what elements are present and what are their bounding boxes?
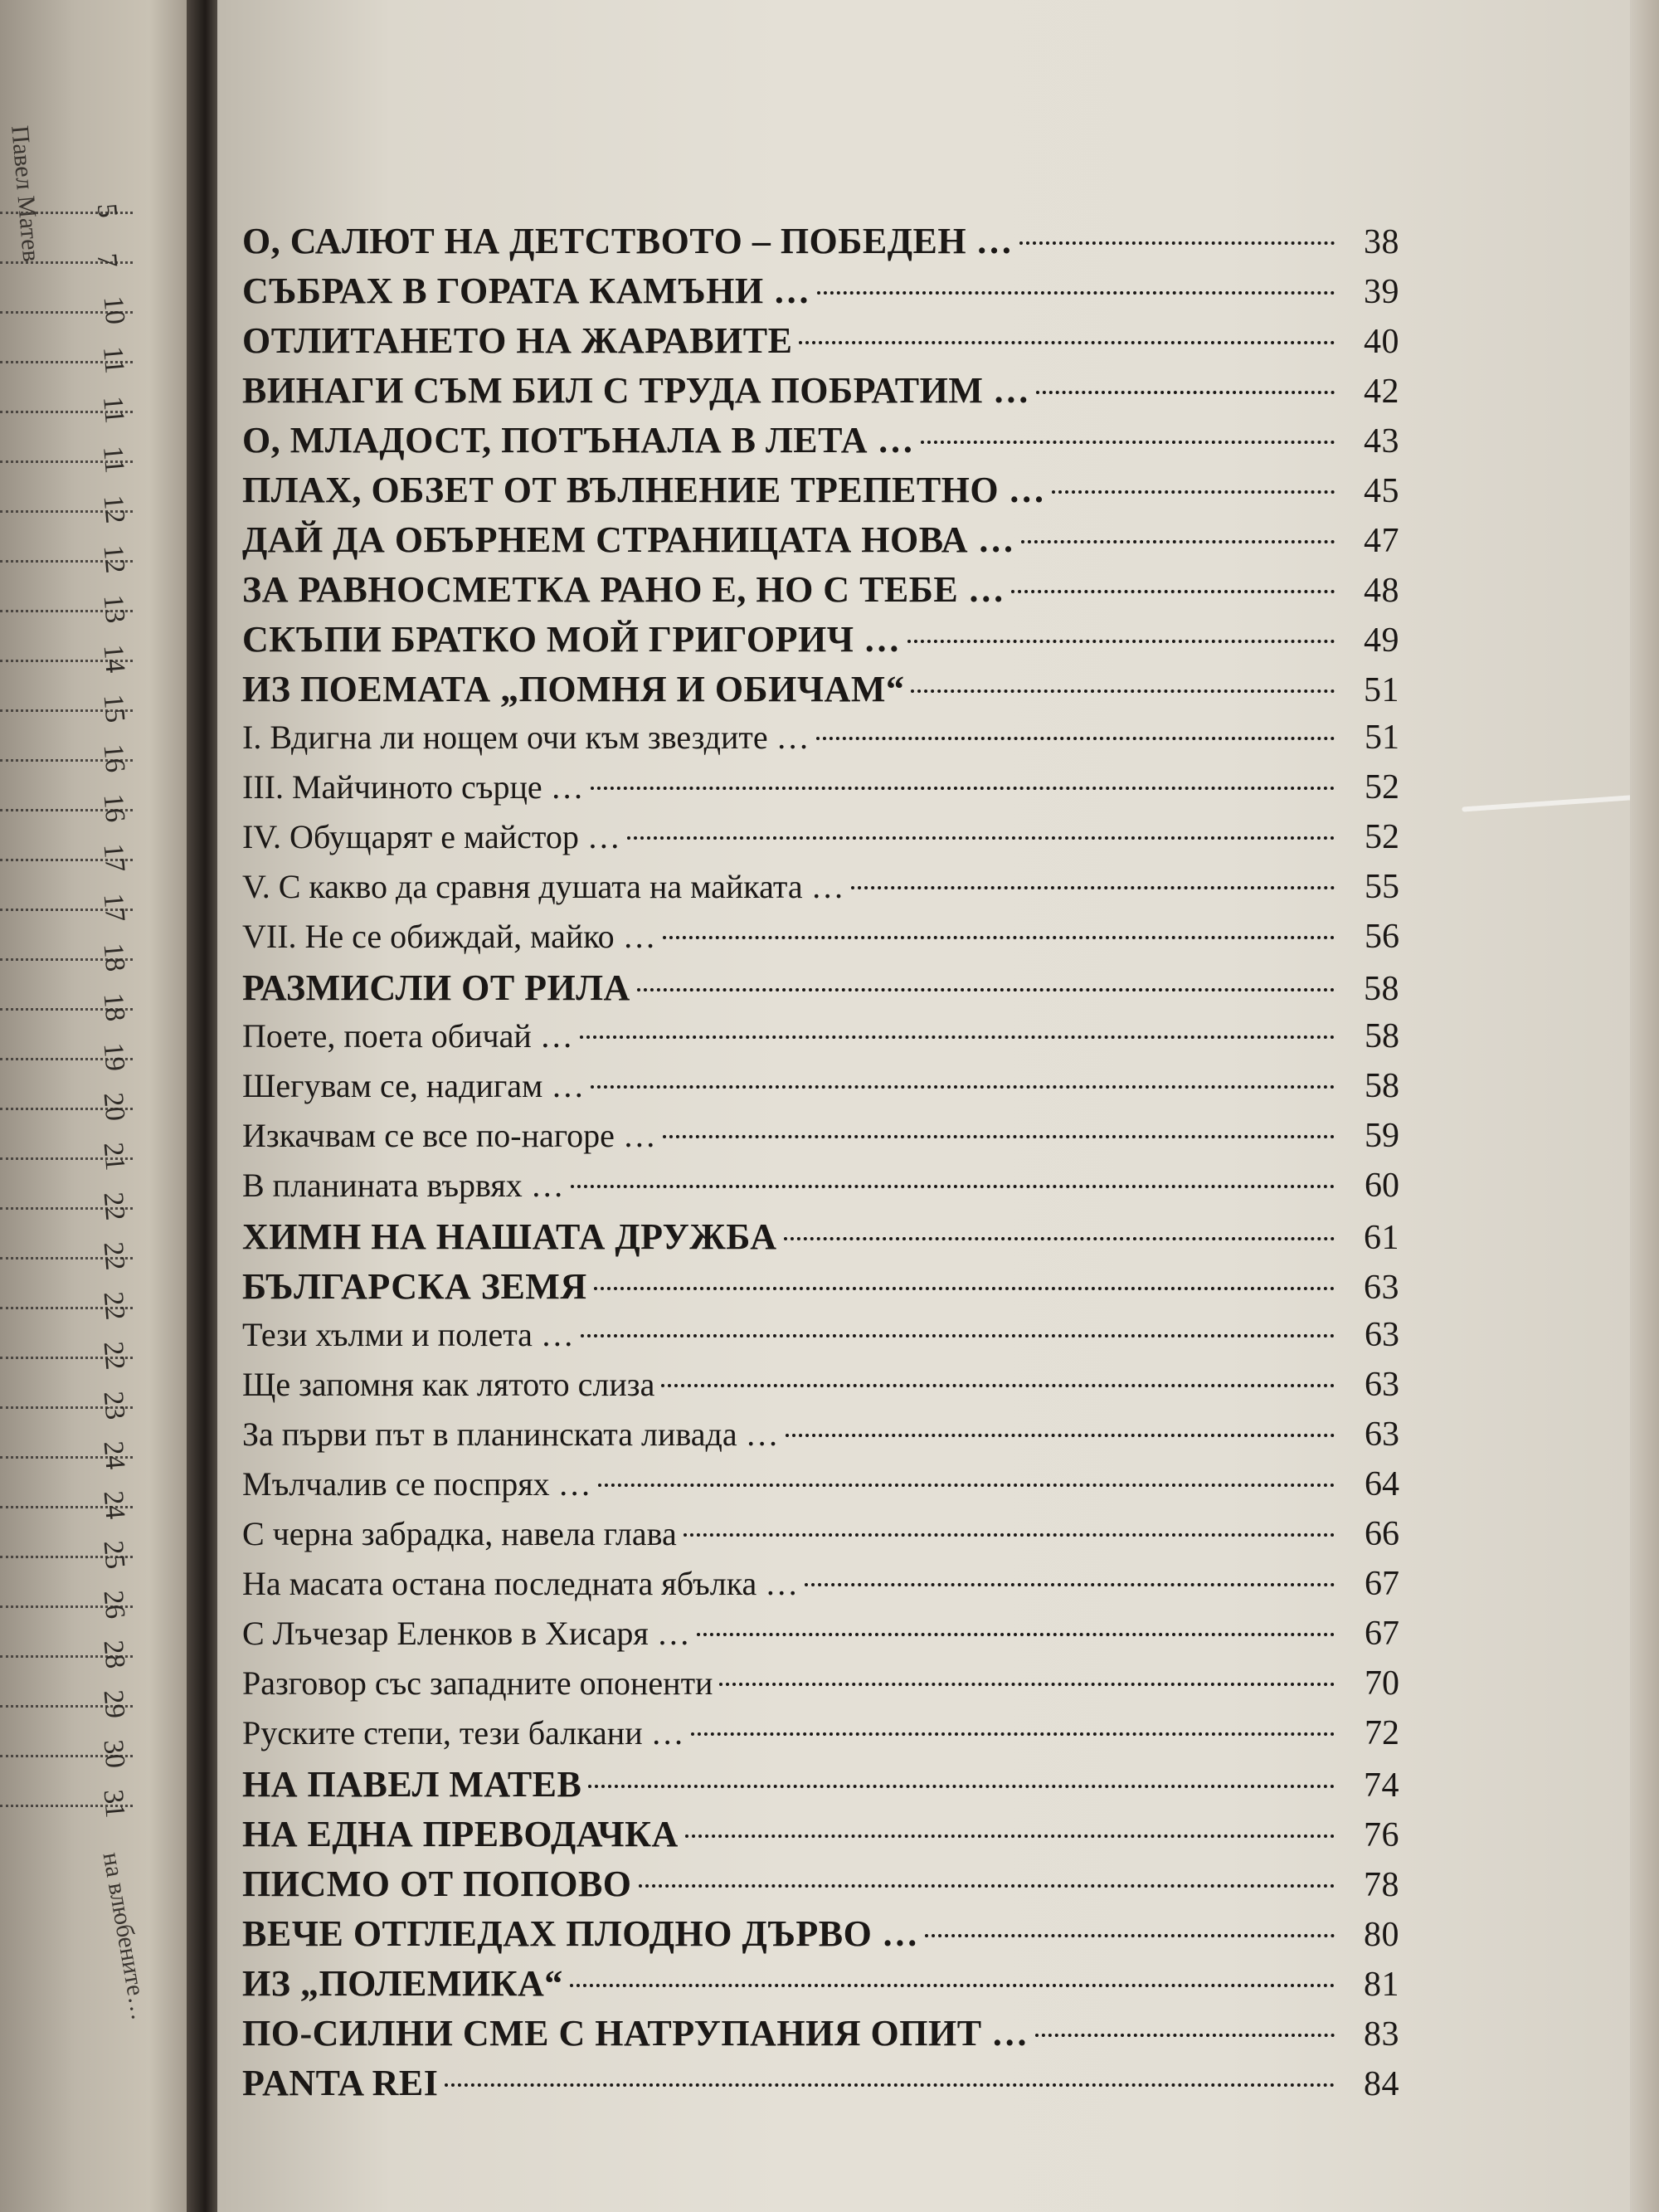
toc-leader-dots — [921, 441, 1335, 444]
toc-entry — [242, 1614, 1399, 1664]
toc-entry-page: 72 — [1365, 1714, 1399, 1752]
toc-entry — [242, 469, 1399, 519]
toc-leader-dots — [1021, 540, 1335, 543]
toc-entry-page: 58 — [1364, 970, 1399, 1008]
left-page-title: Павел Матев — [6, 124, 46, 263]
toc-entry-page: 51 — [1365, 719, 1399, 757]
toc-entry-title: Мълчалив се поспрях … — [242, 1465, 591, 1503]
toc-entry — [242, 1216, 1399, 1265]
toc-leader-dots — [598, 1484, 1335, 1487]
toc-entry — [242, 1464, 1399, 1514]
toc-leader-dots — [1035, 2034, 1335, 2037]
toc-leader-dots — [580, 1035, 1335, 1039]
toc-entry — [242, 1315, 1399, 1365]
left-page-number: 12 — [97, 543, 131, 575]
left-page-number: 29 — [97, 1688, 131, 1720]
toc-leader-dots — [685, 1834, 1335, 1838]
toc-entry-title: ИЗ ПОЕМАТА „ПОМНЯ И ОБИЧАМ“ — [242, 669, 905, 709]
toc-leader-dots — [719, 1683, 1335, 1686]
toc-entry — [242, 1066, 1399, 1116]
toc-entry-page: 63 — [1365, 1415, 1399, 1454]
toc-entry-title: PANTA REI — [242, 2063, 439, 2103]
toc-entry-page: 58 — [1365, 1017, 1399, 1055]
toc-leader-dots — [1036, 391, 1335, 394]
left-page-number: 11 — [97, 395, 130, 425]
toc-leader-dots — [786, 1434, 1335, 1437]
toc-entry-title: ЗА РАВНОСМЕТКА РАНО Е, НО С ТЕБЕ … — [242, 569, 1005, 610]
left-page-number: 16 — [97, 792, 131, 824]
toc-entry-page: 47 — [1364, 522, 1399, 560]
left-page-number: 20 — [97, 1091, 131, 1123]
toc-entry — [242, 1116, 1399, 1166]
toc-entry — [242, 1415, 1399, 1464]
left-page-number: 22 — [97, 1240, 131, 1272]
left-page-number: 19 — [97, 1041, 131, 1073]
toc-entry — [242, 1514, 1399, 1564]
left-page-number: 26 — [97, 1589, 131, 1620]
toc-entry — [242, 1713, 1399, 1763]
toc-entry-page: 80 — [1364, 1916, 1399, 1954]
toc-entry-title: С Лъчезар Еленков в Хисаря … — [242, 1615, 690, 1652]
toc-entry-title: ОТЛИТАНЕТО НА ЖАРАВИТЕ — [242, 320, 793, 361]
toc-entry — [242, 319, 1399, 369]
toc-leader-dots — [1019, 241, 1335, 245]
toc-leader-dots — [925, 1934, 1335, 1937]
toc-entry-page: 38 — [1364, 223, 1399, 261]
toc-entry-title: ВИНАГИ СЪМ БИЛ С ТРУДА ПОБРАТИМ … — [242, 370, 1030, 411]
left-page-number: 17 — [97, 842, 131, 874]
left-page-number: 21 — [97, 1141, 131, 1172]
left-page-number: 22 — [97, 1340, 131, 1372]
toc-entry-page: 56 — [1365, 918, 1399, 956]
toc-entry-title: Изкачвам се все по-нагоре … — [242, 1117, 656, 1154]
toc-leader-dots — [817, 291, 1335, 295]
toc-entry-page: 60 — [1365, 1167, 1399, 1205]
toc-leader-dots — [663, 1135, 1335, 1138]
toc-entry-page: 84 — [1364, 2065, 1399, 2103]
toc-leader-dots — [445, 2083, 1335, 2087]
toc-entry — [242, 1564, 1399, 1614]
toc-leader-dots — [661, 1384, 1335, 1387]
page-edge — [1630, 0, 1659, 2212]
left-page-number: 12 — [97, 494, 131, 525]
left-page-number: 5 — [90, 202, 124, 220]
toc-entry-title: Разговор със западните опоненти — [242, 1664, 713, 1702]
toc-entry — [242, 718, 1399, 767]
toc-entry — [242, 270, 1399, 319]
toc-leader-dots — [805, 1583, 1335, 1586]
toc-leader-dots — [571, 1185, 1335, 1188]
toc-entry — [242, 867, 1399, 917]
left-page-number: 15 — [97, 693, 131, 724]
toc-entry-page: 49 — [1364, 621, 1399, 660]
toc-entry-page: 61 — [1364, 1219, 1399, 1257]
toc-entry-title: О, МЛАДОСТ, ПОТЪНАЛА В ЛЕТА … — [242, 420, 915, 460]
toc-entry-page: 63 — [1365, 1316, 1399, 1354]
toc-entry-page: 40 — [1364, 323, 1399, 361]
toc-entry — [242, 1664, 1399, 1713]
toc-entry-page: 70 — [1365, 1664, 1399, 1703]
toc-entry-page: 42 — [1364, 373, 1399, 411]
toc-entry-page: 64 — [1365, 1465, 1399, 1503]
toc-leader-dots — [639, 1884, 1335, 1888]
toc-leader-dots — [627, 836, 1335, 840]
toc-entry-title: НА ЕДНА ПРЕВОДАЧКА — [242, 1814, 679, 1854]
left-page-number: 24 — [97, 1489, 131, 1521]
toc-leader-dots — [697, 1633, 1335, 1636]
left-page-number: 14 — [97, 643, 131, 675]
toc-entry-page: 74 — [1364, 1766, 1399, 1805]
toc-entry — [242, 1863, 1399, 1912]
toc-entry-title: СКЪПИ БРАТКО МОЙ ГРИГОРИЧ … — [242, 619, 901, 660]
toc-entry-title: На масата остана последната ябълка … — [242, 1565, 799, 1602]
toc-entry-title: III. Майчиното сърце … — [242, 768, 584, 806]
toc-entry-page: 76 — [1364, 1816, 1399, 1854]
toc-entry-title: НА ПАВЕЛ МАТЕВ — [242, 1764, 582, 1805]
toc-entry — [242, 2012, 1399, 2062]
left-page-number: 18 — [97, 992, 131, 1023]
toc-entry-page: 66 — [1365, 1515, 1399, 1553]
toc-leader-dots — [1011, 590, 1335, 593]
toc-entry-title: Ще запомня как лятото слиза — [242, 1366, 655, 1403]
toc-entry-title: IV. Обущарят е майстор … — [242, 818, 620, 855]
toc-entry-page: 58 — [1365, 1067, 1399, 1105]
left-page-number: 18 — [97, 942, 131, 973]
toc-entry — [242, 1813, 1399, 1863]
toc-leader-dots — [684, 1533, 1335, 1537]
toc-entry-page: 63 — [1364, 1269, 1399, 1307]
toc-entry-title: РАЗМИСЛИ ОТ РИЛА — [242, 967, 630, 1008]
toc-entry-title: Поете, поета обичай … — [242, 1017, 573, 1055]
toc-entry — [242, 618, 1399, 668]
toc-entry — [242, 220, 1399, 270]
toc-entry-title: VII. Не се обиждай, майко … — [242, 918, 656, 955]
toc-leader-dots — [799, 341, 1335, 344]
toc-entry-page: 43 — [1364, 422, 1399, 460]
toc-entry — [242, 2062, 1399, 2112]
left-page-number: 22 — [97, 1290, 131, 1322]
toc-entry — [242, 1912, 1399, 1962]
toc-entry-title: БЪЛГАРСКА ЗЕМЯ — [242, 1266, 587, 1307]
toc-entry — [242, 1265, 1399, 1315]
table-of-contents — [242, 220, 1399, 2112]
toc-leader-dots — [907, 640, 1335, 643]
toc-entry-title: I. Вдигна ли нощем очи към звездите … — [242, 719, 810, 756]
toc-entry-title: Руските степи, тези балкани … — [242, 1714, 684, 1752]
toc-leader-dots — [911, 689, 1335, 693]
toc-entry-page: 83 — [1364, 2015, 1399, 2054]
toc-entry-title: ДАЙ ДА ОБЪРНЕМ СТРАНИЦАТА НОВА … — [242, 519, 1015, 560]
toc-leader-dots — [816, 737, 1335, 740]
toc-entry-page: 48 — [1364, 572, 1399, 610]
toc-entry-title: ИЗ „ПОЛЕМИКА“ — [242, 1963, 563, 2004]
left-page-number: 11 — [97, 345, 130, 375]
toc-entry-title: ХИМН НА НАШАТА ДРУЖБА — [242, 1216, 777, 1257]
left-page-number: 22 — [97, 1191, 131, 1222]
left-page-number: 13 — [97, 593, 131, 625]
toc-entry-title: Шегувам се, надигам … — [242, 1067, 585, 1104]
toc-entry-page: 63 — [1365, 1366, 1399, 1404]
toc-entry-title: С черна забрадка, навела глава — [242, 1515, 677, 1552]
toc-entry — [242, 1962, 1399, 2012]
left-page-number: 16 — [97, 743, 131, 774]
toc-entry — [242, 568, 1399, 618]
toc-entry-page: 55 — [1365, 868, 1399, 906]
toc-entry-title: В планината вървях … — [242, 1167, 564, 1204]
toc-leader-dots — [1052, 490, 1335, 494]
toc-entry-title: ПО-СИЛНИ СМЕ С НАТРУПАНИЯ ОПИТ … — [242, 2013, 1029, 2054]
toc-entry — [242, 817, 1399, 867]
toc-entry-title: СЪБРАХ В ГОРАТА КАМЪНИ … — [242, 270, 810, 311]
toc-entry-page: 51 — [1364, 671, 1399, 709]
toc-entry-title: Тези хълми и полета … — [242, 1316, 574, 1353]
toc-leader-dots — [691, 1732, 1335, 1736]
left-page-number: 25 — [97, 1539, 131, 1571]
toc-entry-title: ПИСМО ОТ ПОПОВО — [242, 1864, 632, 1904]
left-page-number: 23 — [97, 1390, 131, 1421]
toc-entry — [242, 1365, 1399, 1415]
toc-entry-page: 67 — [1365, 1565, 1399, 1603]
left-page-number: 24 — [97, 1440, 131, 1471]
toc-entry-title: За първи път в планинската ливада … — [242, 1415, 779, 1453]
toc-entry-title: ПЛАХ, ОБЗЕТ ОТ ВЪЛНЕНИЕ ТРЕПЕТНО … — [242, 470, 1046, 510]
toc-entry — [242, 1166, 1399, 1216]
toc-entry-title: ВЕЧЕ ОТГЛЕДАХ ПЛОДНО ДЪРВО … — [242, 1913, 919, 1954]
toc-entry-title: О, САЛЮТ НА ДЕТСТВОТО – ПОБЕДЕН … — [242, 221, 1014, 261]
toc-entry — [242, 1763, 1399, 1813]
toc-entry — [242, 917, 1399, 967]
toc-entry-page: 52 — [1365, 818, 1399, 856]
left-page-bottom-text: на влюбените… — [97, 1850, 154, 2023]
toc-entry — [242, 419, 1399, 469]
left-page — [0, 0, 187, 2212]
left-page-number: 31 — [97, 1788, 131, 1820]
toc-leader-dots — [581, 1334, 1335, 1337]
toc-leader-dots — [591, 787, 1335, 790]
toc-entry — [242, 767, 1399, 817]
toc-entry — [242, 1016, 1399, 1066]
toc-leader-dots — [570, 1984, 1335, 1987]
left-page-number: 10 — [97, 295, 131, 326]
toc-entry-page: 67 — [1365, 1615, 1399, 1653]
toc-entry-page: 52 — [1365, 768, 1399, 806]
left-page-number: 11 — [97, 445, 130, 475]
left-page-number: 7 — [90, 251, 124, 270]
toc-leader-dots — [663, 936, 1335, 939]
toc-entry — [242, 519, 1399, 568]
toc-leader-dots — [851, 886, 1335, 889]
toc-leader-dots — [784, 1237, 1335, 1240]
left-page-number: 28 — [97, 1639, 131, 1670]
toc-entry — [242, 369, 1399, 419]
left-page-number: 30 — [97, 1738, 131, 1770]
toc-entry — [242, 668, 1399, 718]
toc-leader-dots — [594, 1287, 1335, 1290]
toc-leader-dots — [637, 988, 1335, 992]
toc-entry-page: 59 — [1365, 1117, 1399, 1155]
toc-entry-page: 81 — [1364, 1966, 1399, 2004]
toc-leader-dots — [591, 1085, 1335, 1089]
toc-entry — [242, 967, 1399, 1016]
toc-leader-dots — [588, 1785, 1335, 1788]
left-page-number: 17 — [97, 892, 131, 923]
toc-entry-page: 39 — [1364, 273, 1399, 311]
toc-entry-page: 45 — [1364, 472, 1399, 510]
toc-entry-page: 78 — [1364, 1866, 1399, 1904]
toc-entry-title: V. С какво да сравня душата на майката … — [242, 868, 844, 905]
